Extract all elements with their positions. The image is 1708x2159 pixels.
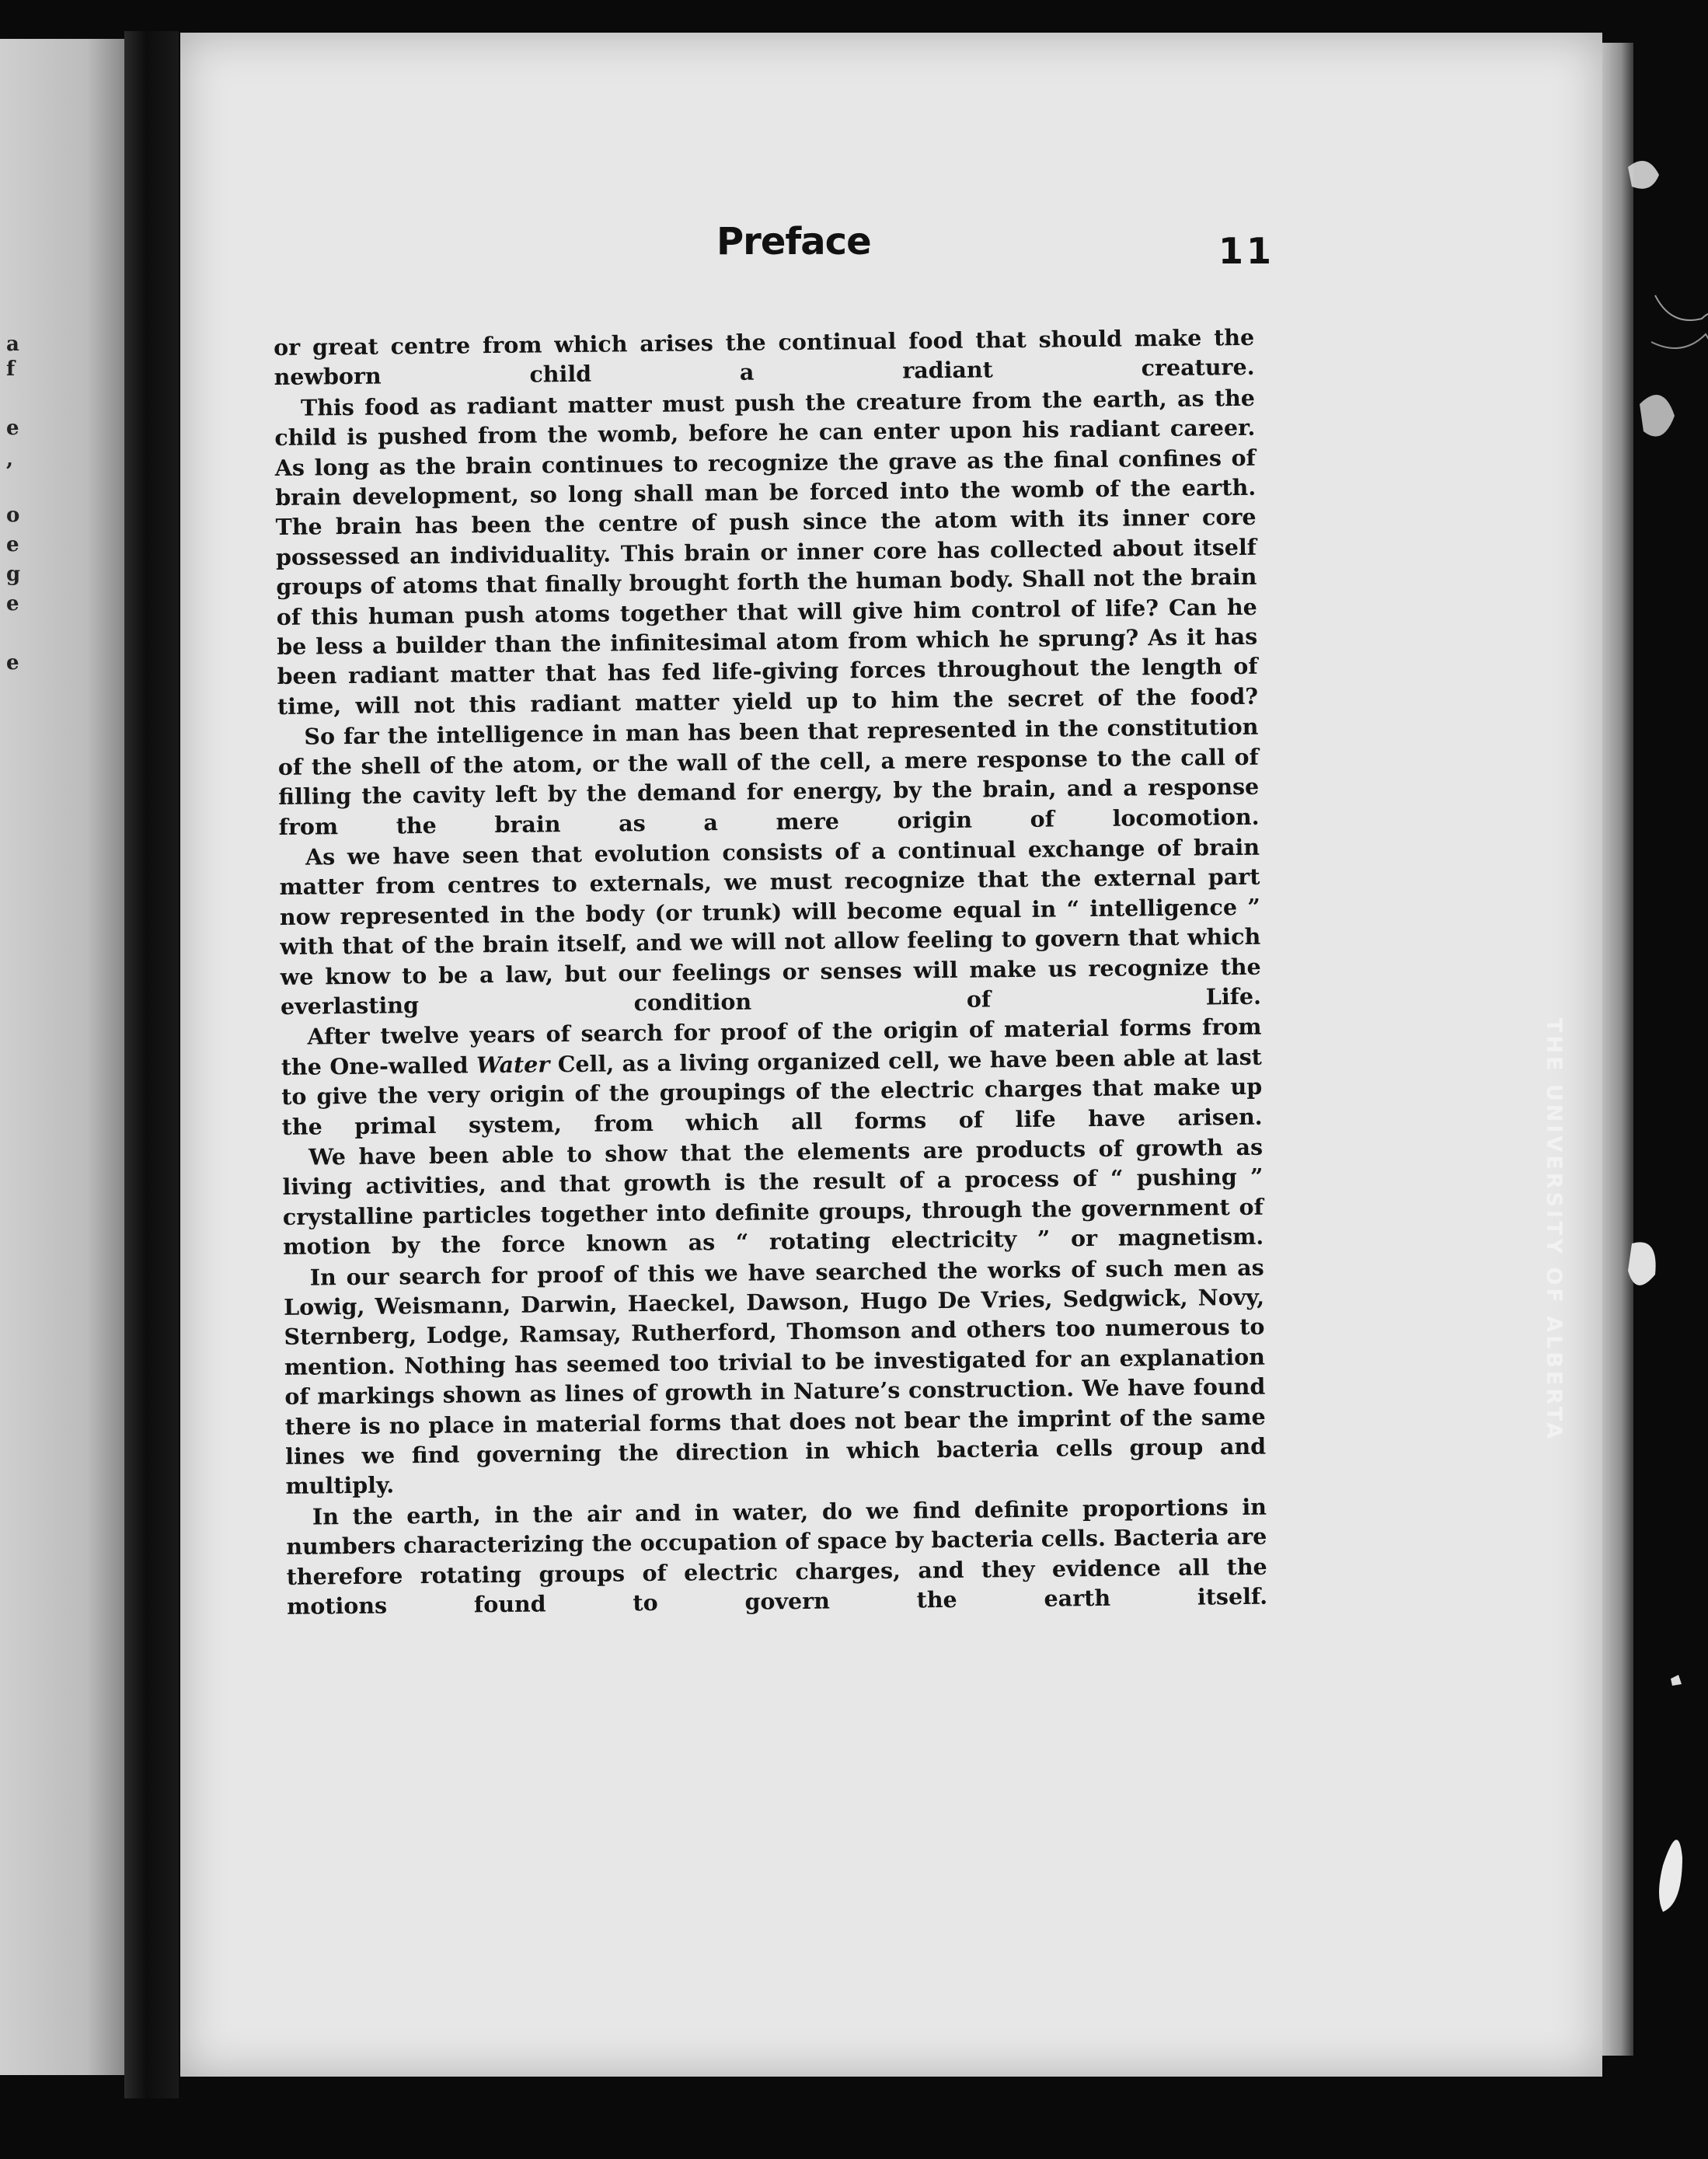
left-page-edge xyxy=(0,39,124,2075)
left-page-fragment: f xyxy=(6,358,16,381)
paragraph-text: Cell, as a living organized cell, we have been able at last to give the very origin of the groupings of the electric charges that make up the primal system, from which all forms of life have arisen. xyxy=(281,1043,1263,1140)
paragraph: In our search for proof of this we have searched the works of such men as Lowig, Weismann, Darwin, Haeckel, Dawson, Hugo De Vries, Sedgwick, Novy, Sternberg, Lodge, Ramsay, Rutherford, Thomson and others too numerous to mention. Nothing has seemed too trivial to be investigated for an explanation of markings shown as lines of growth in Nature’s construction. We have found there is no place in material forms that does not bear the imprint of the same lines we find governing the direction in which bacteria cells group and multiply. xyxy=(283,1254,1267,1500)
left-page-fragment: o xyxy=(6,504,20,527)
left-page-fragment: a xyxy=(6,333,19,356)
page-fore-edge xyxy=(1602,43,1633,2056)
paragraph: In the earth, in the air and in water, do we find definite proportions in numbers characterizing the occupation of space by bacteria cells. Bacteria are therefore rotating groups of electric charges, and they evidence all the motions found to govern the earth itself. xyxy=(286,1493,1268,1620)
left-page-fragment: g xyxy=(6,563,21,586)
left-page-fragment: e xyxy=(6,533,19,556)
page-number: 11 xyxy=(1218,230,1275,272)
left-page-fragment: e xyxy=(6,651,19,675)
left-page-fragment: e xyxy=(6,417,19,440)
paragraph: As we have seen that evolution consists of a continual exchange of brain matter from centres to externals, we must recognize that the external part now represented in the body (or trunk) will become equal in “ intelligence ” with that of the brain itself, and we will not allow feeling to govern that which we know to be a law, but our feelings or senses will make us recognize the everlasting condition of Life. xyxy=(279,833,1262,1020)
paragraph xyxy=(281,1012,1263,1142)
body-text xyxy=(274,323,1267,1622)
italic-word: Water xyxy=(476,1051,550,1079)
paragraph: or great centre from which arises the continual food that should make the newborn child a radiant creature. xyxy=(274,323,1255,391)
paragraph: We have been able to show that the elements are products of growth as living activities, and that growth is the result of a process of “ pushing ” crystalline particles together into definite groups, through the government of motion by the force known as “ rotating electricity ” or magnetism. xyxy=(282,1133,1264,1261)
paragraph: This food as radiant matter must push the creature from the earth, as the child is pushed from the womb, before he can enter upon his radiant career. As long as the brain continues to recognize the grave as the final confines of brain development, so long shall man be forced into the womb of the earth. The brain has been the centre of push since the atom with its inner core possessed an individuality. This brain or inner core has collected about itself groups of atoms that finally brought forth the human body. Shall not the brain of this human push atoms together that will give him control of life? Can he be less a builder than the infinitesimal atom from which he sprung? As it has been radiant matter that has fed life-giving forces throughout the length of time, will not this radiant matter yield up to him the secret of the food? xyxy=(274,384,1259,720)
paragraph-text: After twelve years of search for proof of the origin of material forms from the One-walled xyxy=(281,1013,1262,1080)
library-edge-stamp: THE UNIVERSITY OF ALBERTA xyxy=(1542,1018,1566,1442)
running-head: Preface xyxy=(716,220,871,263)
left-page-fragment: e xyxy=(6,592,19,616)
book-gutter xyxy=(124,31,179,2098)
left-page-fragment: , xyxy=(6,448,14,471)
paragraph: So far the intelligence in man has been that represented in the constitution of the shell of the atom, or the wall of the cell, a mere response to the call of filling the cavity left by the demand for energy, by the brain, and a response from the brain as a mere origin of locomotion. xyxy=(277,713,1260,840)
